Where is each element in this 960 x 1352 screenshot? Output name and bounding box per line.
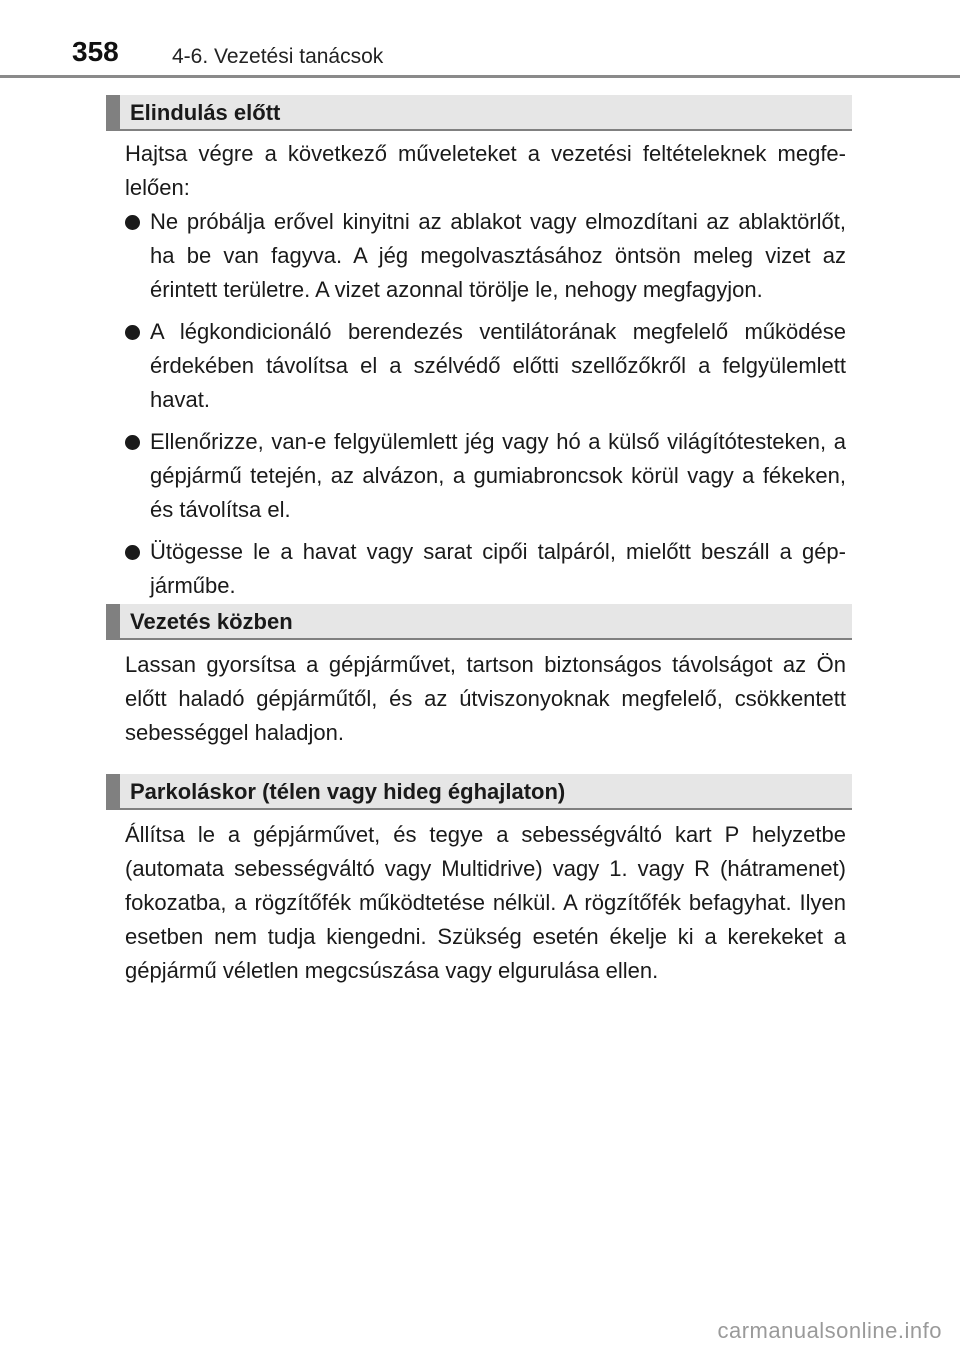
section-heading-parking	[106, 774, 852, 810]
section-heading-before-start	[106, 95, 852, 131]
section-title: Vezetés közben	[130, 609, 293, 634]
section-heading-while-driving	[106, 604, 852, 640]
list-item-text: Ütögesse le a havat vagy sarat cipői talpáról, mielőtt beszáll a gépjárműbe.	[150, 539, 846, 598]
page-number: 358	[72, 36, 119, 67]
list-item-text: A légkondicionáló berendezés ventilátorának megfelelő működése érdekében távolítsa el a szélvédő előtti szellőzőkről a felgyülemlett havat.	[150, 319, 846, 412]
list-item	[125, 425, 846, 527]
section-title: Parkoláskor (télen vagy hideg éghajlaton)	[130, 779, 566, 804]
bullet-icon	[125, 215, 140, 230]
list-item	[125, 205, 846, 307]
section-title: Elindulás előtt	[130, 100, 281, 125]
list-item	[125, 535, 846, 603]
bullet-icon	[125, 545, 140, 560]
section-text: Lassan gyorsítsa a gépjárművet, tartson biztonságos távolságot az Ön előtt haladó gépjárműtől, és az útviszonyoknak megfelelő, csökkentett sebességgel haladjon.	[125, 652, 846, 745]
page-header	[0, 0, 960, 78]
bullet-icon	[125, 435, 140, 450]
list-item	[125, 315, 846, 417]
section-intro: Hajtsa végre a következő műveleteket a vezetési feltételeknek megfelelően:	[125, 141, 846, 200]
bullet-list	[125, 205, 846, 611]
chapter-title: 4-6. Vezetési tanácsok	[172, 45, 384, 68]
list-item-text: Ellenőrizze, van-e felgyülemlett jég vagy hó a külső világítótesteken, a gépjármű tetején, az alvázon, a gumiabroncsok körül vagy a fékeken, és távolítsa el.	[150, 429, 846, 522]
section-text: Állítsa le a gépjárművet, és tegye a sebességváltó kart P helyzetbe (automata sebességváltó vagy Multidrive) vagy 1. vagy R (hátramenet) fokozatba, a rögzítőfék működtetése nélkül. A rögzítőfék befagyhat. Ilyen esetben nem tudja kiengedni. Szükség esetén ékelje ki a kerekeket a gépjármű véletlen megcsúszása vagy elgurulása ellen.	[125, 822, 846, 983]
bullet-icon	[125, 325, 140, 340]
watermark: carmanualsonline.info	[717, 1318, 942, 1343]
list-item-text: Ne próbálja erővel kinyitni az ablakot vagy elmozdítani az ablaktörlőt, ha be van fagyva. A jég megolvasztásához öntsön meleg vizet az érintett területre. A vizet azonnal törölje le, nehogy megfagyjon.	[150, 209, 846, 302]
